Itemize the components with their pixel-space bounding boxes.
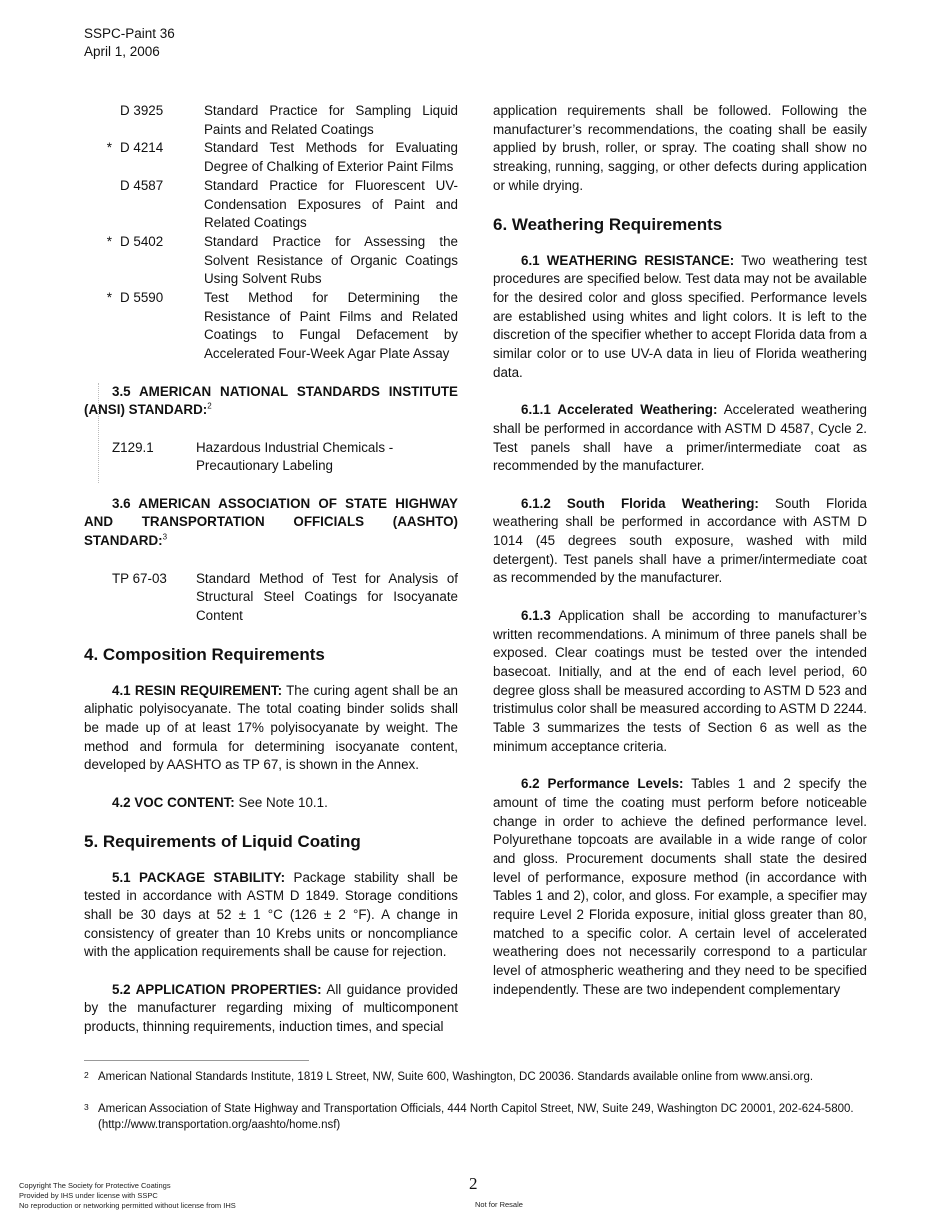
reference-title: Standard Practice for Fluorescent UV-Condensation Exposures of Paint and Related Coatings bbox=[204, 177, 458, 231]
reference-row bbox=[84, 177, 458, 233]
reference-code: D 4587 bbox=[120, 177, 164, 193]
reference-code: Z129.1 bbox=[112, 439, 154, 455]
footnote-number: 3 bbox=[84, 1102, 89, 1112]
reference-code: D 5590 bbox=[120, 290, 164, 306]
section-6-1-paragraph: 6.1 WEATHERING RESISTANCE: Two weathering test procedures are specified below. Test data may not be available for the desired color and gloss specified. Performance levels are established using whites and light colors. It is left to the discretion of the specifier whether to accept Florida data from a similar color or to use UV-A data in lieu of Florida weathering data. bbox=[493, 252, 867, 380]
section-6-1-3-paragraph: 6.1.3 Application shall be according to manufacturer’s written recommendations. A minimum of three panels shall be exposed. Clear coatings must be tested over the intended basecoat. Initially, and at the end of each level period, 60 degree gloss shall be measured according to ASTM D 523 and tristimulus color shall be measured according to ASTM D 2244. Table 3 summarizes the tests of Section 6 as well as the minimum acceptance criteria. bbox=[493, 607, 867, 754]
reference-title: Standard Test Methods for Evaluating Degree of Chalking of Exterior Paint Films bbox=[204, 140, 458, 175]
document-id: SSPC-Paint 36 bbox=[84, 26, 175, 41]
copyright-line: No reproduction or networking permitted without license from IHS bbox=[19, 1201, 236, 1210]
aashto-reference-row bbox=[84, 570, 458, 626]
reference-row bbox=[84, 102, 458, 139]
revision-star: * bbox=[106, 290, 112, 306]
reference-code: TP 67-03 bbox=[112, 570, 167, 586]
section-3-5-heading: 3.5 AMERICAN NATIONAL STANDARDS INSTITUTE (ANSI) STANDARD:$^2$ bbox=[84, 383, 458, 418]
section-5-heading: 5. Requirements of Liquid Coating bbox=[84, 831, 361, 851]
reference-code: D 4214 bbox=[120, 140, 164, 156]
left-column bbox=[84, 102, 458, 1037]
section-6-heading: 6. Weathering Requirements bbox=[493, 214, 723, 234]
reference-title: Standard Practice for Assessing the Solvent Resistance of Organic Coatings Using Solvent Rubs bbox=[204, 233, 458, 287]
reference-title: Standard Method of Test for Analysis of Structural Steel Coatings for Isocyanate Content bbox=[196, 570, 458, 623]
section-5-1-paragraph: 5.1 PACKAGE STABILITY: Package stability shall be tested in accordance with ASTM D 1849. Storage conditions shall be 30 days at 52 ± 1 °C (126 ± 2 °F). A change in consistency of greater than 10 Krebs units or noncompliance with the application requirements shall be cause for rejection. bbox=[84, 869, 458, 960]
section-5-2-paragraph: 5.2 APPLICATION PROPERTIES: All guidance provided by the manufacturer regarding mixing of multicomponent products, thinning requirements, induction times, and special bbox=[84, 981, 458, 1035]
section-3-6-heading: 3.6 AMERICAN ASSOCIATION OF STATE HIGHWAY AND TRANSPORTATION OFFICIALS (AASHTO) STANDARD:$^3$ bbox=[84, 495, 458, 549]
copyright-line: Copyright The Society for Protective Coatings bbox=[19, 1181, 171, 1190]
reference-title: Hazardous Industrial Chemicals - Precautionary Labeling bbox=[196, 439, 394, 474]
revision-star: * bbox=[106, 233, 112, 249]
section-4-1-paragraph: 4.1 RESIN REQUIREMENT: The curing agent shall be an aliphatic polyisocyanate. The total coating binder solids shall be made up of at least 17% polyisocyanate by weight. The method and formula for determining isocyanate content, developed by AASHTO as TP 67, is shown in the Annex. bbox=[84, 682, 458, 773]
footnote-number: 2 bbox=[84, 1070, 89, 1080]
section-4-heading: 4. Composition Requirements bbox=[84, 644, 325, 664]
reference-title: Standard Practice for Sampling Liquid Paints and Related Coatings bbox=[204, 103, 458, 137]
astm-reference-list bbox=[84, 102, 458, 364]
reference-code: D 5402 bbox=[120, 233, 164, 249]
reference-row bbox=[84, 233, 458, 289]
footnote bbox=[84, 1101, 864, 1133]
copyright-line: Provided by IHS under license with SSPC bbox=[19, 1191, 158, 1200]
footnote-text: American Association of State Highway and Transportation Officials, 444 North Capitol Street, NW, Suite 249, Washington DC 20001, 202-624-5800. (http://www.transportation.org/aashto/home.nsf) bbox=[98, 1103, 854, 1131]
right-column bbox=[493, 102, 867, 1000]
section-6-2-paragraph: 6.2 Performance Levels: Tables 1 and 2 specify the amount of time the coating must perform before noticeable change in order to achieve the defined performance level. Polyurethane topcoats are available in a wide range of color and gloss. Procurement documents shall state the desired level of performance, exposure method (in accordance with Tables 1 and 2), color, and gloss. For example, a specifier may require Level 2 Florida exposure, initial gloss greater than 80, matched to a specific color. A certain level of accelerated weathering does not necessarily correspond to a particular level of atmospheric weathering and they need to be specified independently. These are two independent complementary bbox=[493, 776, 867, 997]
revision-star bbox=[84, 177, 112, 233]
page-header bbox=[84, 25, 175, 61]
continued-paragraph: application requirements shall be followed. Following the manufacturer’s recommendations, the coating shall be easily applied by brush, roller, or spray. The coating shall show no streaking, running, sagging, or other defects during application or while drying. bbox=[493, 103, 867, 193]
reference-row bbox=[84, 139, 458, 176]
reference-row bbox=[84, 289, 458, 364]
document-date: April 1, 2006 bbox=[84, 44, 160, 59]
footnote-ref-3: 3 bbox=[162, 532, 168, 542]
footnote-text: American National Standards Institute, 1819 L Street, NW, Suite 600, Washington, DC 20036. Standards available online from www.ansi.org. bbox=[98, 1071, 814, 1083]
footnote-divider bbox=[84, 1060, 309, 1061]
section-6-1-1-paragraph: 6.1.1 Accelerated Weathering: Accelerated weathering shall be performed in accordance with ASTM D 4587, Cycle 2. Test panels shall have a primer/intermediate coat as recommended by the manufacturer. bbox=[493, 402, 867, 474]
section-4-2-paragraph: 4.2 VOC CONTENT: See Note 10.1. bbox=[112, 794, 328, 810]
reference-title: Test Method for Determining the Resistance of Paint Films and Related Coatings to Fungal Defacement by Accelerated Four-Week Agar Plate Assay bbox=[204, 290, 458, 362]
page-number: 2 bbox=[469, 1174, 478, 1193]
not-for-resale-label: Not for Resale bbox=[475, 1200, 523, 1209]
reference-code: D 3925 bbox=[120, 103, 164, 118]
ansi-reference-row bbox=[84, 439, 458, 476]
revision-star: * bbox=[106, 140, 112, 156]
footnote bbox=[84, 1069, 864, 1085]
footnote-ref-2: 2 bbox=[207, 401, 212, 411]
copyright-notice bbox=[19, 1181, 236, 1211]
section-6-1-2-paragraph: 6.1.2 South Florida Weathering: South Florida weathering shall be performed in accordance with ASTM D 1014 (45 degrees south exposure, washed with mild detergent). Test panels shall have a primer/intermediate coat as recommended by the manufacturer. bbox=[493, 495, 867, 586]
revision-star bbox=[84, 102, 112, 139]
